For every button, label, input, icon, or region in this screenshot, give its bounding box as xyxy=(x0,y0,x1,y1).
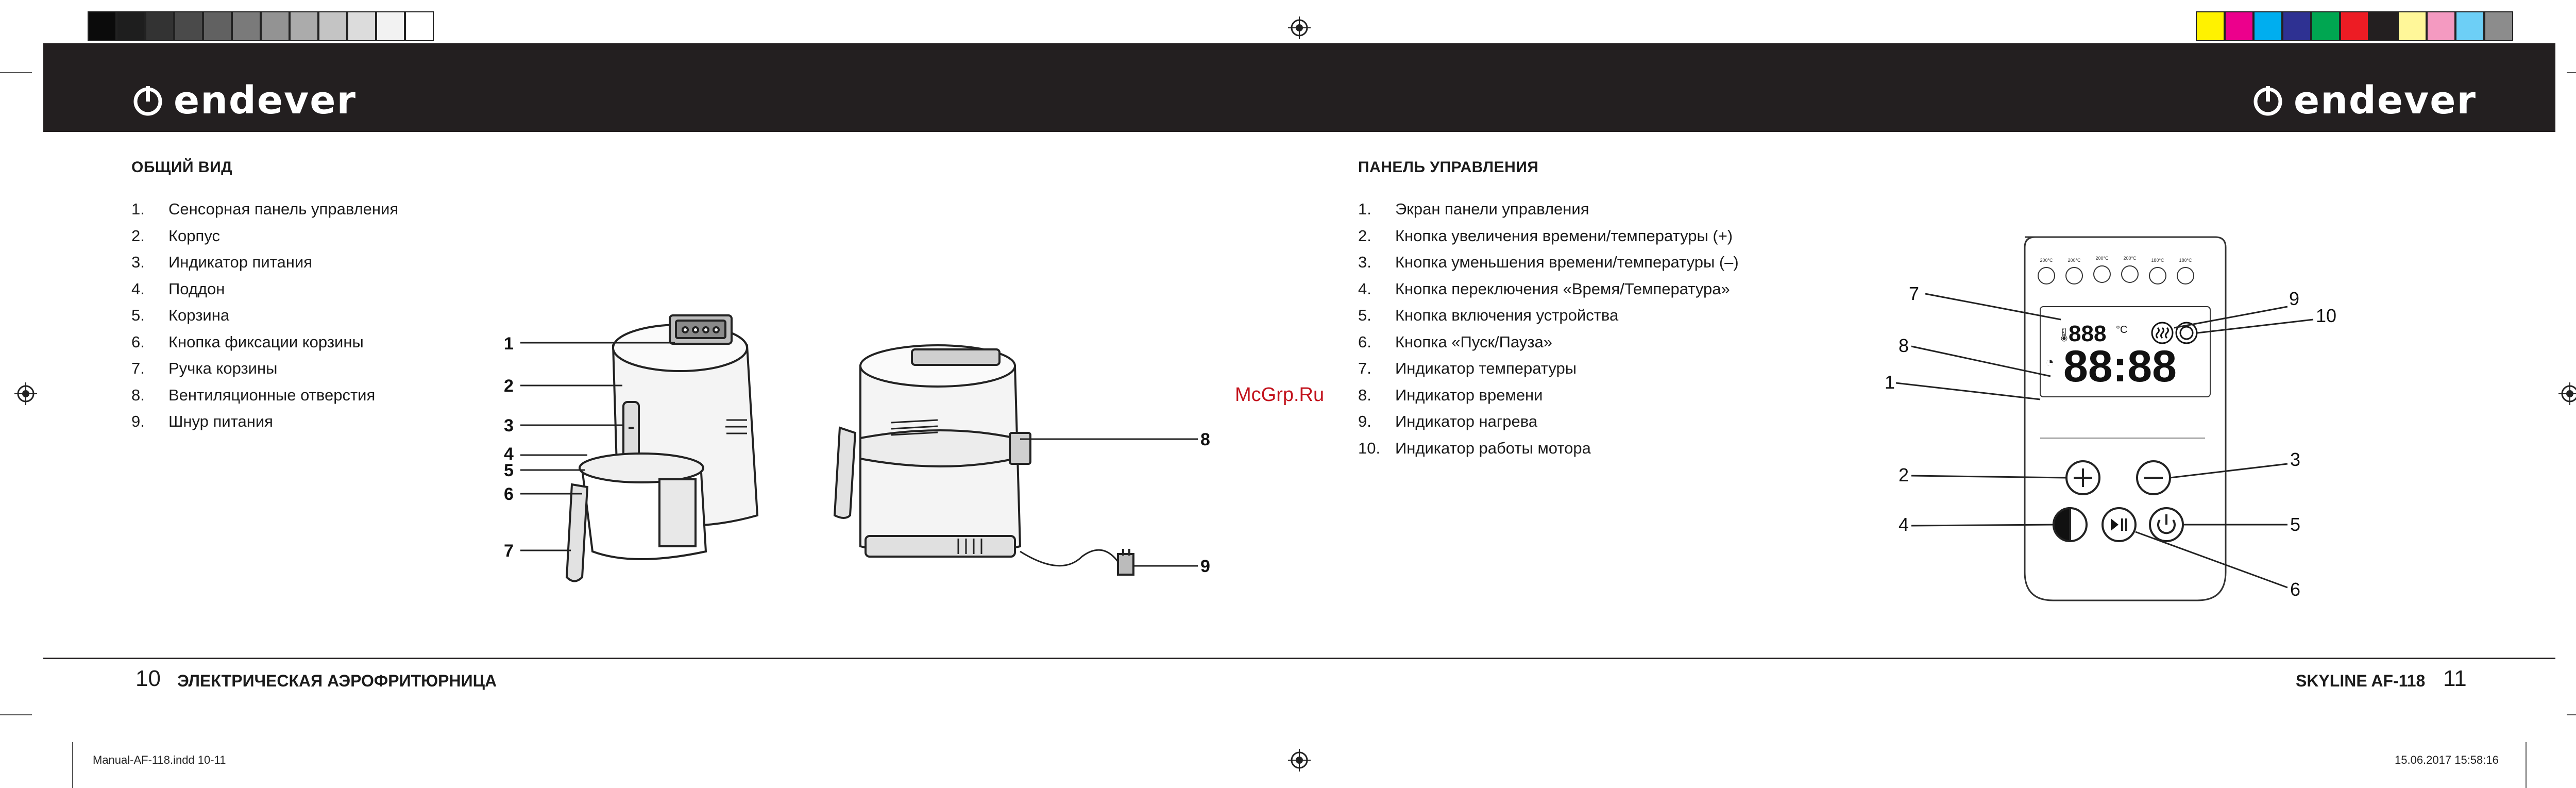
callout-6: 6 xyxy=(504,484,514,504)
page-number-left: 10 xyxy=(135,666,161,691)
control-panel-list xyxy=(1358,196,1739,461)
color-swatch xyxy=(116,11,145,41)
panel-callout-2: 2 xyxy=(1899,464,1909,485)
color-swatch xyxy=(174,11,203,41)
power-logo-icon xyxy=(131,84,164,117)
color-swatch xyxy=(2455,11,2484,41)
slug-date: 15.06.2017 15:58:16 xyxy=(2395,753,2499,766)
list-item: 4. Поддон xyxy=(131,279,225,298)
svg-text:180°C: 180°C xyxy=(2151,258,2164,263)
callout-9: 9 xyxy=(1200,557,1210,576)
color-swatch xyxy=(2282,11,2311,41)
crop-mark xyxy=(0,714,32,715)
minus-button[interactable] xyxy=(2137,461,2170,494)
brand-name: endever xyxy=(2294,78,2477,123)
list-item: 1. Сенсорная панель управления xyxy=(131,200,399,218)
list-item: 1. Экран панели управления xyxy=(1358,200,1589,218)
gray-swatches xyxy=(88,11,434,41)
list-item: 6. Кнопка фиксации корзины xyxy=(131,332,364,351)
panel-outline xyxy=(2025,237,2226,600)
crop-mark xyxy=(2567,714,2576,715)
color-swatch xyxy=(145,11,174,41)
color-swatch xyxy=(261,11,290,41)
color-swatch xyxy=(290,11,318,41)
air-fryer-illustration xyxy=(505,309,1226,608)
clock-icon: ◔ xyxy=(2045,354,2054,370)
list-item: 6. Кнопка «Пуск/Пауза» xyxy=(1358,332,1553,351)
control-panel-diagram xyxy=(1886,227,2349,618)
time-temp-toggle-button[interactable] xyxy=(2054,508,2087,541)
registration-mark-icon xyxy=(1288,749,1311,772)
color-swatch xyxy=(405,11,434,41)
panel-callout-7: 7 xyxy=(1909,283,1920,304)
color-swatch xyxy=(203,11,232,41)
temp-unit: °C xyxy=(2116,324,2128,336)
color-swatch xyxy=(232,11,261,41)
section-heading-control-panel: ПАНЕЛЬ УПРАВЛЕНИЯ xyxy=(1358,159,1539,176)
panel-callout-5: 5 xyxy=(2290,514,2301,535)
panel-callout-6: 6 xyxy=(2290,579,2301,600)
color-swatch xyxy=(2225,11,2253,41)
color-swatch xyxy=(2311,11,2340,41)
plus-button[interactable] xyxy=(2066,461,2099,494)
thermometer-icon: 🌡 xyxy=(2056,327,2073,342)
list-item: 10. Индикатор работы мотора xyxy=(1358,439,1591,457)
list-item: 8. Вентиляционные отверстия xyxy=(131,385,376,404)
list-item: 2. Корпус xyxy=(131,226,220,245)
color-swatch xyxy=(2427,11,2455,41)
color-swatch xyxy=(88,11,116,41)
registration-mark-icon xyxy=(1288,16,1311,39)
brand-name: endever xyxy=(174,78,357,123)
footer-title: ЭЛЕКТРИЧЕСКАЯ АЭРОФРИТЮРНИЦА xyxy=(177,672,497,690)
panel-callout-3: 3 xyxy=(2290,449,2301,470)
color-swatch xyxy=(318,11,347,41)
callout-7: 7 xyxy=(504,541,514,561)
callout-8: 8 xyxy=(1200,430,1210,449)
panel-callout-1: 1 xyxy=(1885,372,1895,393)
brand-logo-right xyxy=(2251,78,2477,123)
callout-4: 4 xyxy=(504,444,514,464)
color-swatch xyxy=(2196,11,2225,41)
color-swatch xyxy=(2340,11,2369,41)
list-item: 8. Индикатор времени xyxy=(1358,385,1543,404)
callout-5: 5 xyxy=(504,461,514,480)
list-item: 5. Корзина xyxy=(131,306,230,324)
play-pause-button[interactable] xyxy=(2103,508,2136,541)
page-number-right: 11 xyxy=(2443,666,2467,691)
footer-model: SKYLINE AF-118 xyxy=(2296,672,2426,690)
footer-rule xyxy=(1298,658,2555,659)
power-button[interactable] xyxy=(2150,508,2183,541)
list-item: 7. Ручка корзины xyxy=(131,359,278,377)
list-item: 9. Индикатор нагрева xyxy=(1358,412,1538,430)
time-readout: 88:88 xyxy=(2063,342,2177,391)
header-band xyxy=(43,43,2555,132)
crop-mark xyxy=(0,72,32,73)
temp-readout: 888 xyxy=(2069,321,2107,346)
panel-callout-4: 4 xyxy=(1899,514,1909,535)
panel-callout-10: 10 xyxy=(2316,305,2337,326)
power-logo-icon xyxy=(2251,84,2284,117)
callout-3: 3 xyxy=(504,416,514,435)
color-swatch xyxy=(2253,11,2282,41)
crop-mark xyxy=(72,742,73,788)
registration-mark-icon xyxy=(14,382,37,405)
svg-text:180°C: 180°C xyxy=(2179,258,2192,263)
list-item: 9. Шнур питания xyxy=(131,412,273,430)
list-item: 2. Кнопка увеличения времени/температуры (+) xyxy=(1358,226,1733,245)
brand-logo-left xyxy=(131,78,357,123)
list-item: 5. Кнопка включения устройства xyxy=(1358,306,1619,324)
list-item: 3. Индикатор питания xyxy=(131,253,312,271)
crop-mark xyxy=(2526,742,2527,788)
list-item: 4. Кнопка переключения «Время/Температура» xyxy=(1358,279,1730,298)
svg-text:200°C: 200°C xyxy=(2040,258,2053,263)
heating-icon xyxy=(2152,323,2173,343)
list-item: 3. Кнопка уменьшения времени/температуры (–) xyxy=(1358,253,1739,271)
footer-rule xyxy=(43,658,1300,659)
watermark: McGrp.Ru xyxy=(1235,384,1325,406)
slug-filename: Manual-AF-118.indd 10-11 xyxy=(93,753,226,766)
crop-mark xyxy=(2567,72,2576,73)
color-swatch xyxy=(2369,11,2398,41)
color-swatch xyxy=(2484,11,2513,41)
overview-list xyxy=(131,196,398,435)
color-swatch xyxy=(2398,11,2427,41)
section-heading-overview: ОБЩИЙ ВИД xyxy=(131,159,233,176)
panel-callout-8: 8 xyxy=(1899,335,1909,356)
svg-text:200°C: 200°C xyxy=(2123,256,2137,261)
color-swatches xyxy=(2196,11,2513,41)
callout-1: 1 xyxy=(504,334,514,354)
color-swatch xyxy=(347,11,376,41)
callout-2: 2 xyxy=(504,376,514,396)
color-swatch xyxy=(376,11,405,41)
svg-text:200°C: 200°C xyxy=(2095,256,2109,261)
registration-mark-icon xyxy=(2558,382,2576,405)
svg-text:200°C: 200°C xyxy=(2067,258,2081,263)
panel-callout-9: 9 xyxy=(2289,288,2300,309)
list-item: 7. Индикатор температуры xyxy=(1358,359,1577,377)
